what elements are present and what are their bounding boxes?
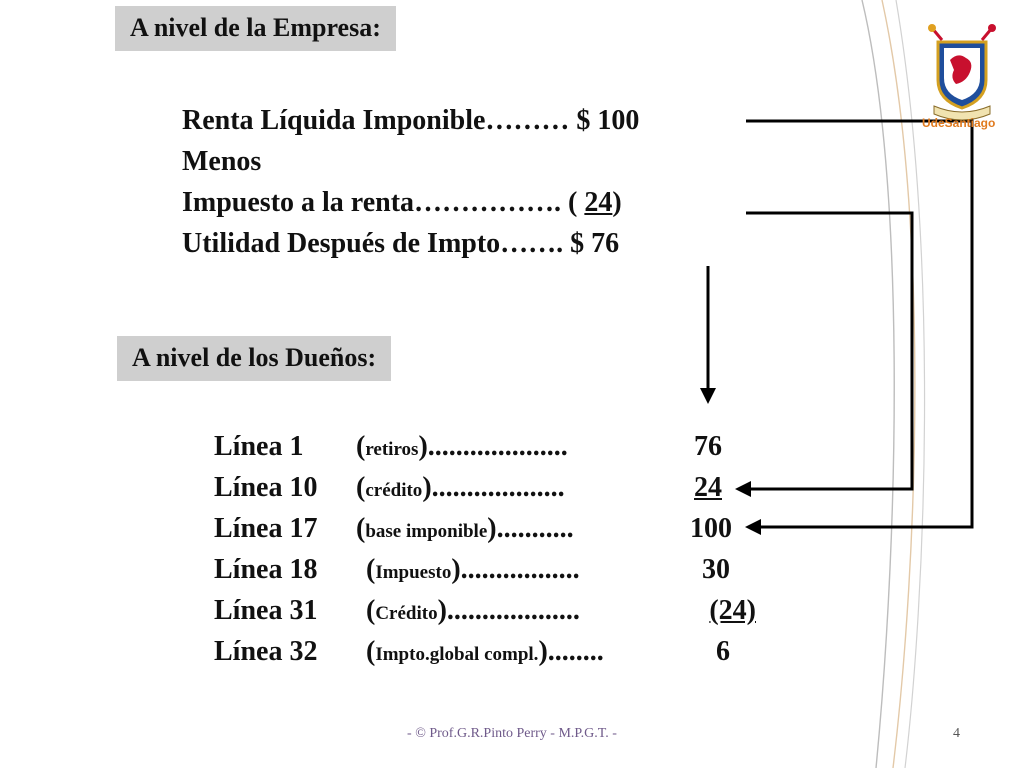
row-value: 76 xyxy=(694,431,722,462)
row-line-label: Línea 18 xyxy=(214,554,318,585)
row-value: 24 xyxy=(694,472,722,503)
empresa-line-impuesto: Impuesto a la renta……………. ( 24) xyxy=(182,187,622,218)
empresa-line-utilidad: Utilidad Después de Impto……. $ 76 xyxy=(182,228,620,259)
row-value: (24) xyxy=(709,595,756,626)
page-number: 4 xyxy=(953,726,960,741)
row-line-label: Línea 17 xyxy=(214,513,318,544)
row-line-label: Línea 31 xyxy=(214,595,318,626)
row-value: 6 xyxy=(716,636,730,667)
empresa-tax-value: 24 xyxy=(584,187,613,218)
row-line-label: Línea 32 xyxy=(214,636,318,667)
row-line-label: Línea 10 xyxy=(214,472,318,503)
connector-arrows xyxy=(708,121,972,527)
row-description: (Impuesto)................. xyxy=(366,554,580,585)
row-line-label: Línea 1 xyxy=(214,431,304,462)
row-value: 30 xyxy=(702,554,730,585)
duenos-heading: A nivel de los Dueños: xyxy=(117,336,391,381)
row-description: (Impto.global compl.)........ xyxy=(366,636,604,667)
arrow-24-to-linea10 xyxy=(746,213,912,489)
row-description: (base imponible)........... xyxy=(356,513,574,544)
arrow-100-to-linea17 xyxy=(746,121,972,527)
footer-credit: - © Prof.G.R.Pinto Perry - M.P.G.T. - xyxy=(407,726,617,741)
row-description: (crédito)................... xyxy=(356,472,565,503)
logo-text: UdeSantiago xyxy=(922,116,996,130)
row-value: 100 xyxy=(690,513,732,544)
empresa-heading: A nivel de la Empresa: xyxy=(115,6,396,51)
empresa-line-renta: Renta Líquida Imponible……… $ 100 xyxy=(182,105,640,136)
row-description: (Crédito)................... xyxy=(366,595,580,626)
row-description: (retiros).................... xyxy=(356,431,568,462)
empresa-line-menos: Menos xyxy=(182,146,262,177)
